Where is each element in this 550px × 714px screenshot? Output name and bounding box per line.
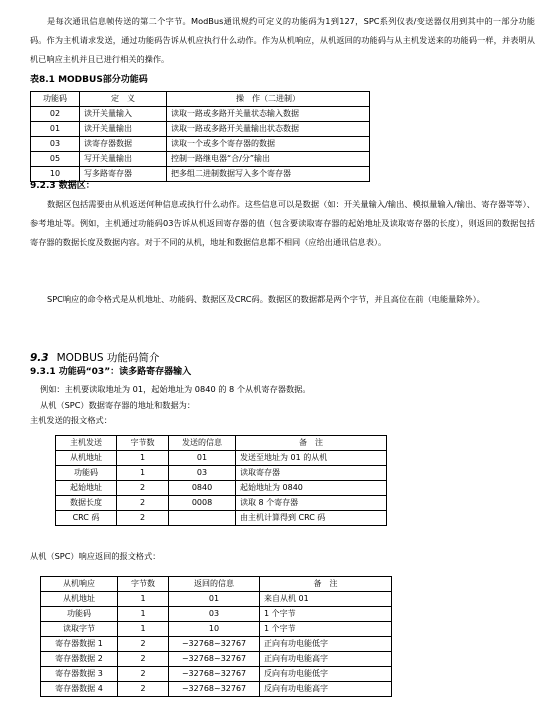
table-header-cell: 字节数 bbox=[118, 577, 169, 592]
table-cell: CRC 码 bbox=[56, 511, 117, 526]
section-9-2-3-heading: 9.2.3 数据区： bbox=[30, 181, 95, 191]
table-cell: −32768~32767 bbox=[169, 667, 260, 682]
table-cell: 从机地址 bbox=[56, 451, 117, 466]
table-cell: 读取寄存器 bbox=[236, 466, 387, 481]
table-cell: −32768~32767 bbox=[169, 652, 260, 667]
table-cell: 2 bbox=[118, 637, 169, 652]
table-cell: 1 个字节 bbox=[260, 607, 392, 622]
table-cell: 2 bbox=[118, 682, 169, 697]
table-cell: 功能码 bbox=[41, 607, 118, 622]
table-header-cell: 定 义 bbox=[80, 92, 167, 107]
table-cell: 03 bbox=[169, 466, 236, 481]
table-cell: 读取字节 bbox=[41, 622, 118, 637]
table-header-row bbox=[56, 436, 387, 451]
master-send-table bbox=[55, 435, 387, 526]
table-header-cell: 返回的信息 bbox=[169, 577, 260, 592]
table-cell: 读寄存器数据 bbox=[80, 137, 167, 152]
table-cell: 1 bbox=[117, 451, 169, 466]
table-cell: 正向有功电能低字 bbox=[260, 637, 392, 652]
table-cell: 控制一路继电器“合/分”输出 bbox=[167, 152, 370, 167]
table-row bbox=[31, 167, 370, 182]
table-cell: 1 bbox=[118, 592, 169, 607]
table-cell: 反向有功电能高字 bbox=[260, 682, 392, 697]
table-cell: 01 bbox=[169, 592, 260, 607]
table-header-cell: 字节数 bbox=[117, 436, 169, 451]
table-cell: 来自从机 01 bbox=[260, 592, 392, 607]
table-cell: 03 bbox=[31, 137, 80, 152]
table-cell: 起始地址 bbox=[56, 481, 117, 496]
table-cell bbox=[169, 511, 236, 526]
section-9-3-1-heading: 9.3.1 功能码“03”：读多路寄存器输入 bbox=[30, 367, 192, 377]
table-cell: −32768~32767 bbox=[169, 682, 260, 697]
section-9-3-heading bbox=[30, 352, 159, 365]
table-cell: 寄存器数据 2 bbox=[41, 652, 118, 667]
table-cell: 05 bbox=[31, 152, 80, 167]
table-cell: 写开关量输出 bbox=[80, 152, 167, 167]
table-cell: 读取一路或多路开关量状态输入数据 bbox=[167, 107, 370, 122]
table-cell: 由主机计算得到 CRC 码 bbox=[236, 511, 387, 526]
table-cell: 03 bbox=[169, 607, 260, 622]
table-row bbox=[41, 652, 392, 667]
table-row bbox=[31, 152, 370, 167]
table-cell: 读取一路或多路开关量输出状态数据 bbox=[167, 122, 370, 137]
intro-paragraph: 是每次通讯信息帧传送的第二个字节。ModBus通讯规约可定义的功能码为1到127，SPC系列仪表/变送器仅用到其中的一部分功能码。作为主机请求发送，通过功能码告诉从机应执行什么动作。作为从机响应，从机返回的功能码与从主机发送来的功能码一样，并表明从机已响应主机并且已进行相关的操作。 bbox=[30, 16, 535, 64]
slave-response-table bbox=[40, 576, 392, 697]
table-header-row bbox=[31, 92, 370, 107]
table-row bbox=[31, 122, 370, 137]
master-send-label: 主机发送的报文格式： bbox=[30, 415, 112, 425]
table-row bbox=[41, 637, 392, 652]
data-area-paragraph: 数据区包括需要由从机返送何种信息或执行什么动作。这些信息可以是数据（如：开关量输入/输出、模拟量输入/输出、寄存器等等）、参考地址等。例如，主机通过功能码03告诉从机返回寄存器的值（包含要读取寄存器的起始地址及读取寄存器的长度），则返回的数据包括寄存器的数据长度及数据内容。对于不同的从机，地址和数据信息都不相同（应给出通讯信息表）。 bbox=[30, 199, 535, 247]
table-header-cell: 备 注 bbox=[236, 436, 387, 451]
table-cell: 把多组二进制数据写入多个寄存器 bbox=[167, 167, 370, 182]
section-number: 9.3 bbox=[30, 352, 49, 364]
table-cell: 起始地址为 0840 bbox=[236, 481, 387, 496]
table-cell: 02 bbox=[31, 107, 80, 122]
table-row bbox=[31, 137, 370, 152]
table-cell: 2 bbox=[118, 667, 169, 682]
table-cell: 2 bbox=[117, 511, 169, 526]
table-cell: 0840 bbox=[169, 481, 236, 496]
table-cell: 发送至地址为 01 的从机 bbox=[236, 451, 387, 466]
table-cell: 功能码 bbox=[56, 466, 117, 481]
table-cell: 01 bbox=[169, 451, 236, 466]
table-cell: 2 bbox=[117, 481, 169, 496]
register-address-line: 从机（SPC）数据寄存器的地址和数据为： bbox=[40, 400, 196, 410]
table-row bbox=[56, 496, 387, 511]
table-cell: 寄存器数据 1 bbox=[41, 637, 118, 652]
table-cell: 读取 8 个寄存器 bbox=[236, 496, 387, 511]
table-header-row bbox=[41, 577, 392, 592]
table-row bbox=[41, 667, 392, 682]
table-cell: 从机地址 bbox=[41, 592, 118, 607]
table-row bbox=[56, 481, 387, 496]
table-row bbox=[41, 622, 392, 637]
table-cell: 读开关量输入 bbox=[80, 107, 167, 122]
table-cell: 2 bbox=[117, 496, 169, 511]
table-cell: 1 bbox=[117, 466, 169, 481]
table-row bbox=[41, 607, 392, 622]
example-line: 例如：主机要读取地址为 01，起始地址为 0840 的 8 个从机寄存器数据。 bbox=[40, 384, 311, 394]
table-cell: 1 个字节 bbox=[260, 622, 392, 637]
table-cell: 反向有功电能低字 bbox=[260, 667, 392, 682]
table-row bbox=[41, 592, 392, 607]
table-header-cell: 操 作（二进制） bbox=[167, 92, 370, 107]
table-cell: 读取一个或多个寄存器的数据 bbox=[167, 137, 370, 152]
slave-response-label: 从机（SPC）响应返回的报文格式： bbox=[30, 551, 161, 561]
table-cell: −32768~32767 bbox=[169, 637, 260, 652]
table-cell: 01 bbox=[31, 122, 80, 137]
table-cell: 0008 bbox=[169, 496, 236, 511]
table-row bbox=[56, 451, 387, 466]
table-row bbox=[56, 511, 387, 526]
table-header-cell: 从机响应 bbox=[41, 577, 118, 592]
section-title: MODBUS 功能码简介 bbox=[56, 352, 160, 364]
table-cell: 数据长度 bbox=[56, 496, 117, 511]
table-row bbox=[41, 682, 392, 697]
table-cell: 写多路寄存器 bbox=[80, 167, 167, 182]
spc-response-paragraph: SPC响应的命令格式是从机地址、功能码、数据区及CRC码。数据区的数据都是两个字节，并且高位在前（电能量除外）。 bbox=[47, 294, 485, 304]
table-header-cell: 备 注 bbox=[260, 577, 392, 592]
table-cell: 寄存器数据 3 bbox=[41, 667, 118, 682]
table-cell: 1 bbox=[118, 622, 169, 637]
table-cell: 10 bbox=[169, 622, 260, 637]
table-header-cell: 功能码 bbox=[31, 92, 80, 107]
table-header-cell: 主机发送 bbox=[56, 436, 117, 451]
table-cell: 寄存器数据 4 bbox=[41, 682, 118, 697]
table-cell: 10 bbox=[31, 167, 80, 182]
table-row bbox=[56, 466, 387, 481]
function-code-table bbox=[30, 91, 370, 182]
table-row bbox=[31, 107, 370, 122]
table-cell: 读开关量输出 bbox=[80, 122, 167, 137]
table1-caption: 表8.1 MODBUS部分功能码 bbox=[30, 75, 148, 85]
table-cell: 1 bbox=[118, 607, 169, 622]
table-header-cell: 发送的信息 bbox=[169, 436, 236, 451]
table-cell: 正向有功电能高字 bbox=[260, 652, 392, 667]
table-cell: 2 bbox=[118, 652, 169, 667]
